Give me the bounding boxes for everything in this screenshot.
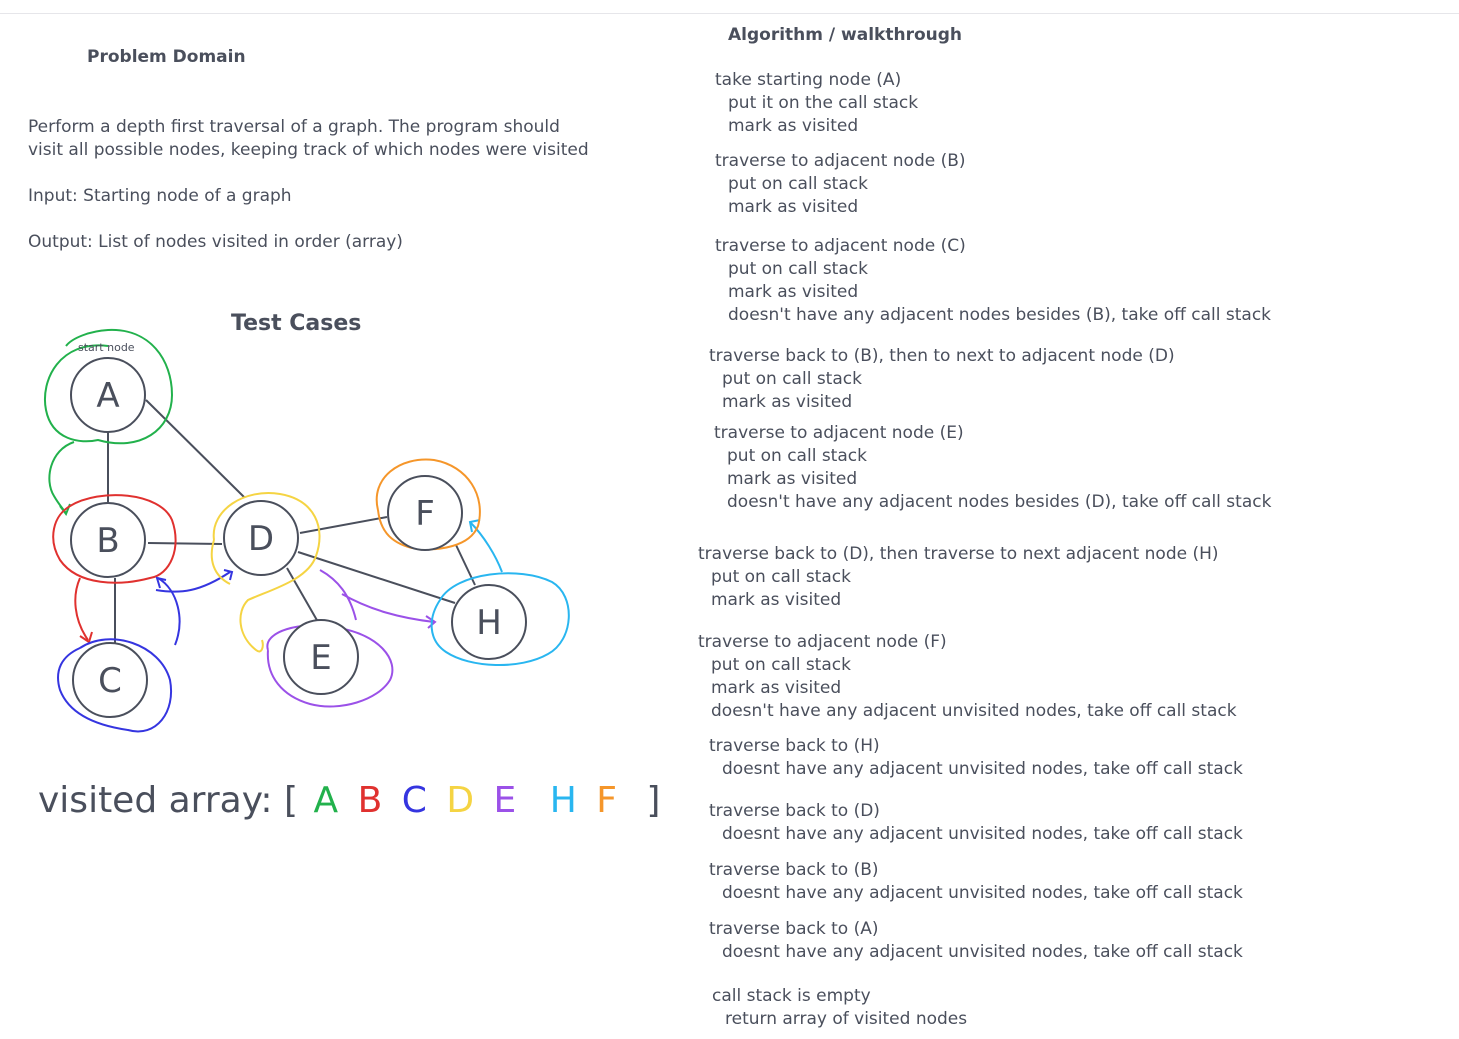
problem-description-line: visit all possible nodes, keeping track of which nodes were visited (28, 140, 589, 160)
blue-arrow-c-b (158, 578, 180, 645)
algorithm-step-title: traverse to adjacent node (C) (715, 236, 966, 256)
output-text: Output: List of nodes visited in order (array) (28, 232, 403, 252)
node-e-label: E (310, 638, 332, 678)
algorithm-step (709, 859, 1243, 905)
algorithm-step-title: traverse to adjacent node (B) (715, 151, 966, 171)
algorithm-step-title: traverse back to (B) (709, 860, 879, 880)
visited-item: H (549, 780, 577, 821)
problem-description-line: Perform a depth first traversal of a graph. The program should (28, 117, 560, 137)
algorithm-step (715, 150, 966, 219)
algorithm-step-detail: mark as visited (727, 469, 858, 489)
algorithm-step-detail: mark as visited (711, 590, 842, 610)
algorithm-step (715, 69, 918, 138)
algorithm-step-title: traverse to adjacent node (E) (714, 423, 964, 443)
algorithm-step-detail: doesnt have any adjacent unvisited nodes, take off call stack (722, 883, 1243, 903)
edge-a-d (146, 400, 244, 497)
algorithm-step-detail: doesnt have any adjacent unvisited nodes, take off call stack (722, 942, 1243, 962)
algorithm-step-detail: return array of visited nodes (725, 1009, 968, 1029)
algorithm-step (698, 543, 1219, 612)
edge-b-d (148, 543, 222, 544)
algorithm-step-detail: put it on the call stack (728, 93, 919, 113)
algorithm-step-title: traverse back to (D), then traverse to next adjacent node (H) (698, 544, 1219, 564)
algorithm-step-title: take starting node (A) (715, 70, 902, 90)
visited-item: E (493, 780, 517, 821)
red-arrow-b-c (75, 578, 88, 640)
algorithm-step-detail: doesnt have any adjacent unvisited nodes, take off call stack (722, 759, 1243, 779)
algorithm-step-detail: mark as visited (728, 282, 859, 302)
visited-item: C (401, 780, 427, 821)
algorithm-step (715, 235, 1271, 327)
node-f-label: F (415, 494, 435, 534)
algorithm-step (709, 345, 1175, 414)
algorithm-step-detail: mark as visited (722, 392, 853, 412)
edge-d-e (287, 568, 318, 622)
algorithm-step-detail: doesn't have any adjacent unvisited nodes, take off call stack (711, 701, 1237, 721)
algorithm-step-detail: put on call stack (711, 567, 851, 587)
algorithm-step-detail: mark as visited (728, 197, 859, 217)
visited-item: D (446, 780, 475, 821)
cyan-arrow-h-f (470, 522, 502, 572)
visited-suffix: ] (646, 780, 661, 821)
edge-d-f (300, 517, 387, 533)
algorithm-heading: Algorithm / walkthrough (728, 25, 963, 45)
edge-d-h (298, 552, 455, 603)
algorithm-step-title: call stack is empty (712, 986, 871, 1006)
algorithm-step-title: traverse back to (D) (709, 801, 880, 821)
start-node-label: start node (78, 341, 135, 354)
algorithm-step (709, 800, 1243, 846)
algorithm-step (709, 918, 1243, 964)
node-h-label: H (476, 603, 502, 643)
visited-array (38, 780, 660, 821)
visited-item: B (357, 780, 383, 821)
algorithm-step-title: traverse to adjacent node (F) (698, 632, 947, 652)
algorithm-step-detail: doesn't have any adjacent nodes besides (D), take off call stack (727, 492, 1272, 512)
algorithm-step-detail: mark as visited (711, 678, 842, 698)
algorithm-step-detail: put on call stack (722, 369, 862, 389)
algorithm-step-title: traverse back to (A) (709, 919, 879, 939)
test-cases-title: Test Cases (231, 311, 362, 336)
algorithm-step (712, 985, 967, 1031)
algorithm-step-detail: mark as visited (728, 116, 859, 136)
algorithm-step (709, 735, 1243, 781)
algorithm-step-detail: doesn't have any adjacent nodes besides (B), take off call stack (728, 305, 1272, 325)
node-b-label: B (96, 521, 120, 561)
algorithm-step-detail: put on call stack (728, 174, 868, 194)
visited-item: A (313, 780, 339, 821)
algorithm-step-detail: put on call stack (728, 259, 868, 279)
graph-diagram (0, 0, 640, 760)
input-text: Input: Starting node of a graph (28, 186, 292, 206)
node-c-label: C (98, 661, 122, 701)
node-a-label: A (96, 376, 120, 416)
purple-arrow-e-d (320, 570, 356, 620)
green-arrow-a-b (49, 442, 74, 513)
algorithm-step-title: traverse back to (H) (709, 736, 880, 756)
node-d-label: D (247, 519, 275, 559)
visited-item: F (596, 780, 617, 821)
algorithm-step-detail: put on call stack (711, 655, 851, 675)
algorithm-step (714, 422, 1271, 514)
algorithm-step-title: traverse back to (B), then to next to adjacent node (D) (709, 346, 1175, 366)
algorithm-step (698, 631, 1237, 723)
problem-domain-heading: Problem Domain (87, 47, 246, 67)
visited-prefix: visited array: [ (38, 780, 299, 821)
algorithm-step-detail: doesnt have any adjacent unvisited nodes, take off call stack (722, 824, 1243, 844)
algorithm-step-detail: put on call stack (727, 446, 867, 466)
